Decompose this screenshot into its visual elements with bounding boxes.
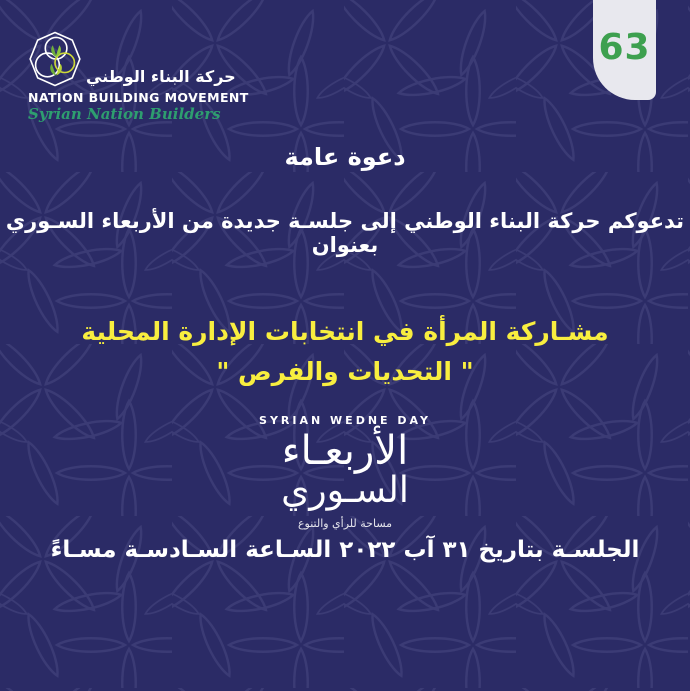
session-topic-line2: " التحديات والفرص ": [216, 357, 474, 386]
issue-number-badge: [593, 0, 656, 100]
org-name-english: NATION BUILDING MOVEMENT: [28, 90, 249, 105]
session-topic-line1: مشـاركة المرأة في انتخابات الإدارة المحلية: [81, 317, 609, 346]
wednesday-logo-arabic-line2: السـوري: [281, 470, 409, 511]
org-logo: [28, 30, 249, 123]
syrian-wednesday-logo: [0, 414, 690, 530]
invitation-title: دعوة عامة: [284, 143, 406, 171]
wednesday-logo-arabic-line1: الأربعـاء: [281, 428, 409, 474]
org-tagline: Syrian Nation Builders: [28, 105, 221, 123]
invitation-intro: تدعوكم حركة البناء الوطني إلى جلسـة جديدة من الأربعاء السـوري بعنوان: [5, 209, 685, 257]
org-name-arabic: حركة البناء الوطني: [86, 67, 236, 86]
session-datetime: الجلسـة بتاريخ ٣١ آب ٢٠٢٢ السـاعة السـادسـة مسـاءً: [50, 537, 640, 563]
issue-number: 63: [598, 26, 651, 68]
wednesday-logo-english: SYRIAN WEDNE DAY: [259, 414, 431, 427]
wednesday-logo-tagline: مساحة للرأي والتنوع: [297, 517, 393, 530]
nation-building-movement-logo-icon: [28, 30, 82, 88]
